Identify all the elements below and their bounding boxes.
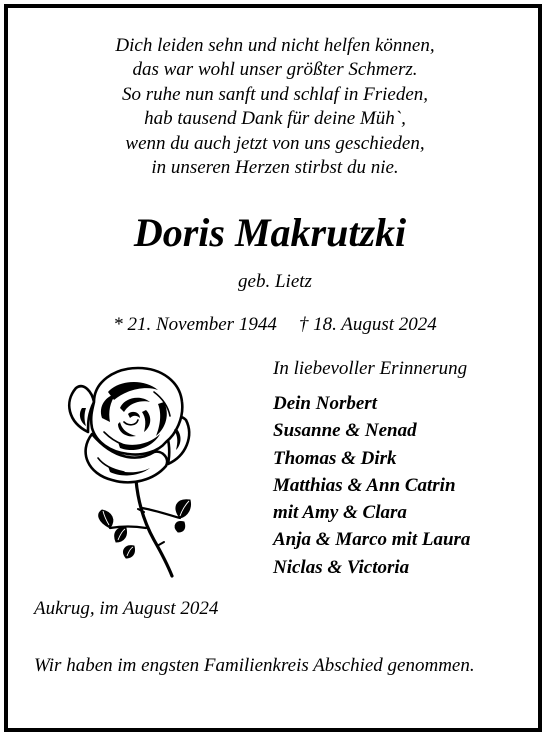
mourner-name: Matthias & Ann Catrin — [273, 474, 456, 496]
remembrance-intro: In liebevoller Erinnerung — [273, 358, 468, 379]
life-dates — [0, 313, 550, 337]
mourner-name: Dein Norbert — [273, 393, 377, 414]
birth-date: * 21. November 1944 — [113, 314, 277, 335]
maiden-name: geb. Lietz — [238, 271, 312, 292]
poem — [0, 34, 550, 180]
mourner-name: Anja & Marco mit Laura — [273, 529, 471, 551]
mourner-name: Niclas & Victoria — [273, 556, 410, 578]
poem-line: das war wohl unser größter Schmerz. — [132, 59, 418, 81]
poem-line: wenn du auch jetzt von uns geschieden, — [125, 132, 425, 154]
poem-line: Dich leiden sehn und nicht helfen können, — [115, 35, 435, 56]
rose-icon — [58, 362, 198, 580]
poem-line: So ruhe nun sanft und schlaf in Frieden, — [121, 83, 429, 105]
funeral-note: Wir haben im engsten Familienkreis Abschied genommen. — [34, 655, 475, 676]
place-and-date: Aukrug, im August 2024 — [34, 598, 219, 619]
death-date: † 18. August 2024 — [298, 314, 437, 335]
poem-line: hab tausend Dank für deine Müh`, — [144, 108, 406, 130]
mourner-name: Susanne & Nenad — [273, 420, 417, 442]
poem-line: in unseren Herzen stirbst du nie. — [151, 157, 399, 179]
deceased-name: Doris Makrutzki — [133, 210, 407, 255]
mourner-name: mit Amy & Clara — [273, 502, 407, 524]
mourners-list — [273, 390, 470, 581]
mourner-name: Thomas & Dirk — [273, 447, 397, 469]
